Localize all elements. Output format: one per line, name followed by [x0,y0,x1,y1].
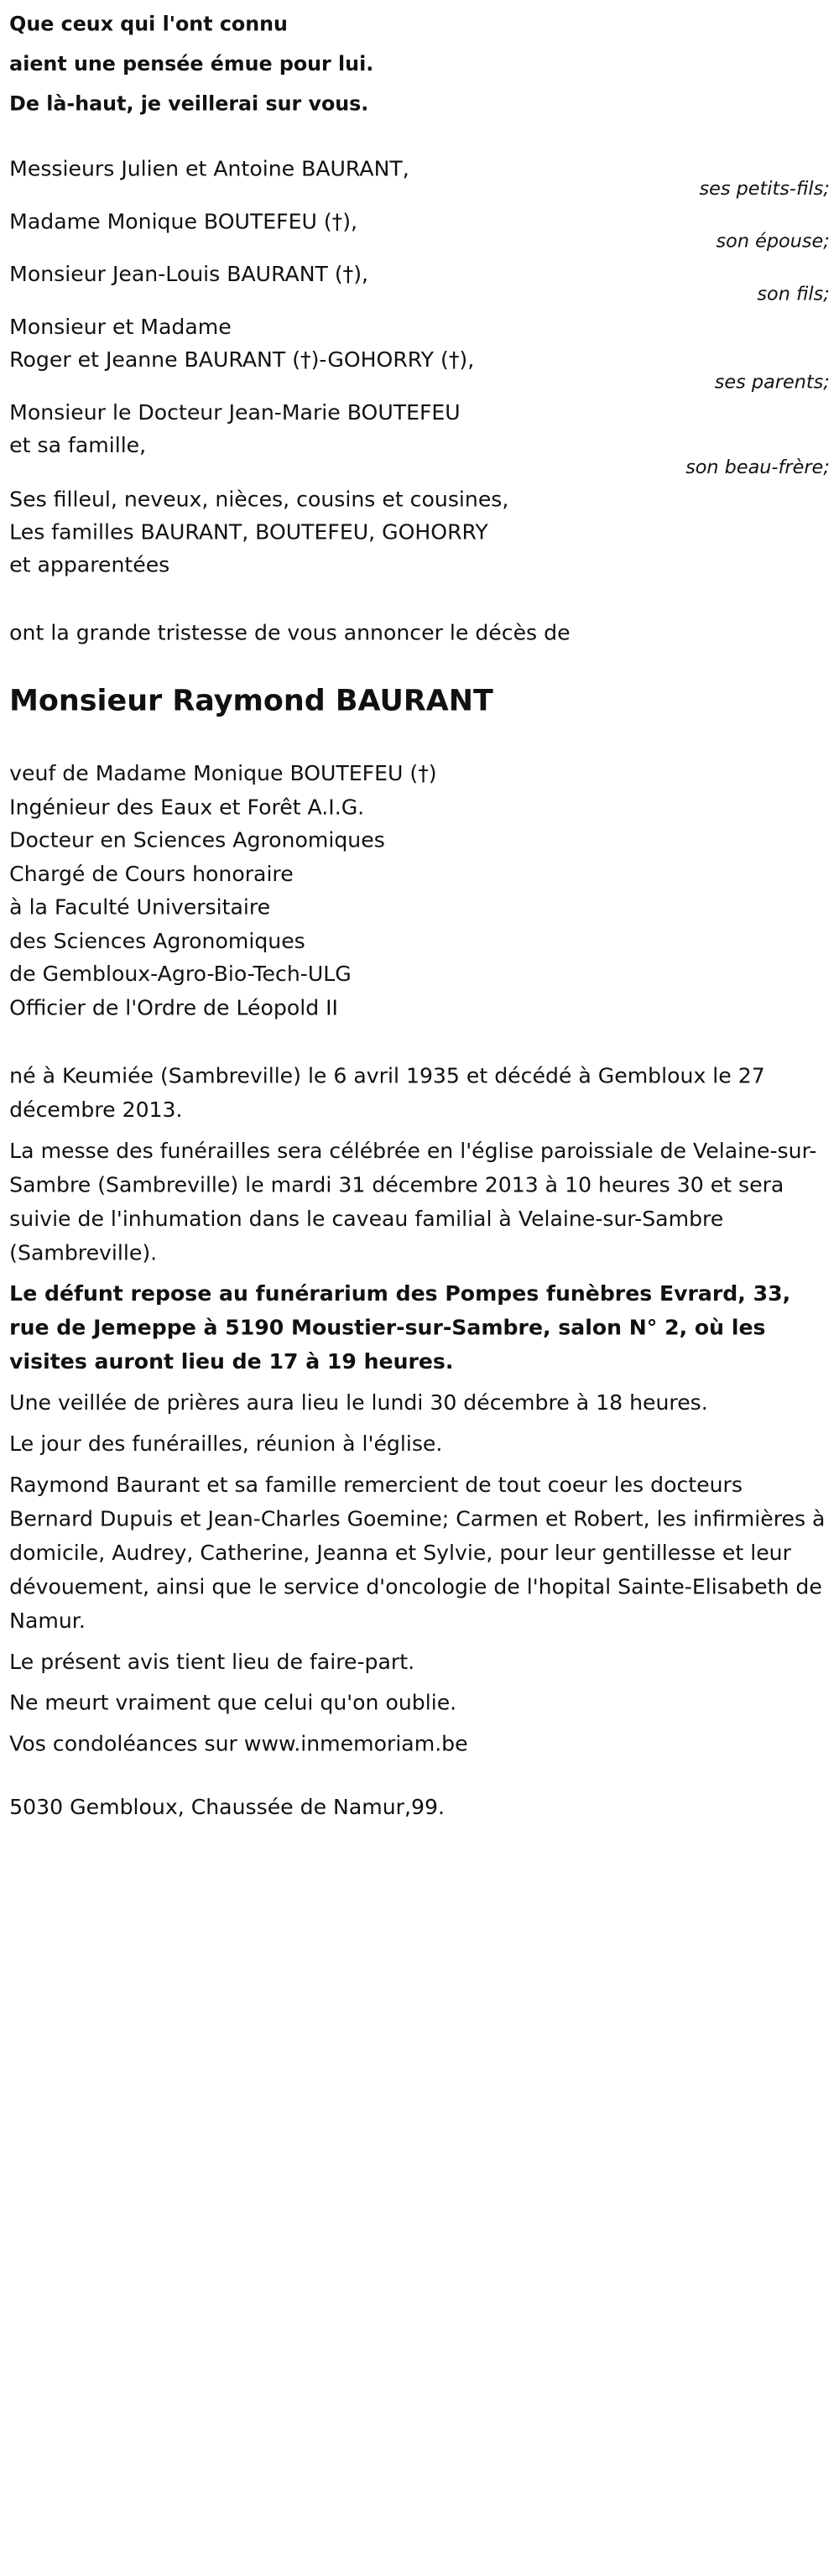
vigil-paragraph: Une veillée de prières aura lieu le lundi 30 décembre à 18 heures. [9,1390,708,1416]
deceased-titles [9,759,436,1025]
family-role: ses petits-fils; [699,176,830,200]
announcement: ont la grande tristesse de vous annoncer le décès de [9,621,571,646]
title-line: veuf de Madame Monique BOUTEFEU (†) [9,761,437,787]
family-entry-son [9,259,830,305]
title-line: Ingénieur des Eaux et Forêt A.I.G. [9,795,365,820]
family-name: Monsieur le Docteur Jean-Marie BOUTEFEU [9,400,461,425]
family-role: son fils; [757,282,830,305]
family-name: Ses filleul, neveux, nièces, cousins et cousines, [9,487,509,513]
family-name: Messieurs Julien et Antoine BAURANT, [9,157,409,182]
thanks-paragraph: Raymond Baurant et sa famille remercient de tout coeur les docteurs Bernard Dupuis et Jean-Charles Goemine; Carmen et Robert, les infirmières à domicile, Audrey, Catherine, Jeanna et Sylvie, pour leur gentillesse et leur dévouement, ainsi que le service d'oncologie de l'hopital Sainte-Elisabeth de Namur. [9,1473,826,1634]
intro-line: De là-haut, je veillerai sur vous. [9,92,369,117]
family-entry-spouse [9,206,830,253]
intro-line: Que ceux qui l'ont connu [9,13,288,37]
family-entry-grandsons [9,154,830,200]
family-name: Roger et Jeanne BAURANT (†)-GOHORRY (†), [9,347,475,373]
birth-death-paragraph: né à Keumiée (Sambreville) le 6 avril 1935 et décédé à Gembloux le 27 décembre 2013. [9,1064,765,1123]
title-line: des Sciences Agronomiques [9,928,305,954]
obituary-body [9,1060,830,1769]
family-role: ses parents; [714,370,830,393]
funeral-mass-paragraph: La messe des funérailles sera célébrée en l'église paroissiale de Velaine-sur-Sambre (Sambreville) le mardi 31 décembre 2013 à 10 heures 30 et sera suivie de l'inhumation dans le caveau familial à Velaine-sur-Sambre (Sambreville). [9,1139,817,1266]
intro-poem [9,5,830,124]
family-name: Les familles BAURANT, BOUTEFEU, GOHORRY [9,520,488,545]
family-name: Monsieur Jean-Louis BAURANT (†), [9,262,369,288]
family-name: et apparentées [9,553,170,578]
family-entry-extended [9,484,830,582]
family-name: Monsieur et Madame [9,315,232,341]
family-name: Madame Monique BOUTEFEU (†), [9,209,358,235]
notice-paragraph: Le présent avis tient lieu de faire-part. [9,1650,415,1675]
family-role: son beau-frère; [685,456,830,478]
meeting-paragraph: Le jour des funérailles, réunion à l'église. [9,1431,443,1457]
title-line: Chargé de Cours honoraire [9,862,294,887]
family-name: et sa famille, [9,433,147,459]
family-entry-parents [9,311,830,393]
title-line: Officier de l'Ordre de Léopold II [9,995,338,1020]
quote-paragraph: Ne meurt vraiment que celui qu'on oublie. [9,1691,457,1716]
intro-line: aient une pensée émue pour lui. [9,52,374,76]
title-line: de Gembloux-Agro-Bio-Tech-ULG [9,962,352,987]
funerarium-paragraph: Le défunt repose au funérarium des Pompes funèbres Evrard, 33, rue de Jemeppe à 5190 Moustier-sur-Sambre, salon N° 2, où les visites auront lieu de 17 à 19 heures. [9,1281,791,1375]
condolences-paragraph: Vos condoléances sur www.inmemoriam.be [9,1732,468,1757]
family-role: son épouse; [716,229,830,253]
title-line: Docteur en Sciences Agronomiques [9,828,385,853]
deceased-name: Monsieur Raymond BAURANT [9,683,493,717]
title-line: à la Faculté Universitaire [9,895,271,920]
family-entry-brother-in-law [9,397,830,478]
family-address: 5030 Gembloux, Chaussée de Namur,99. [9,1795,445,1820]
